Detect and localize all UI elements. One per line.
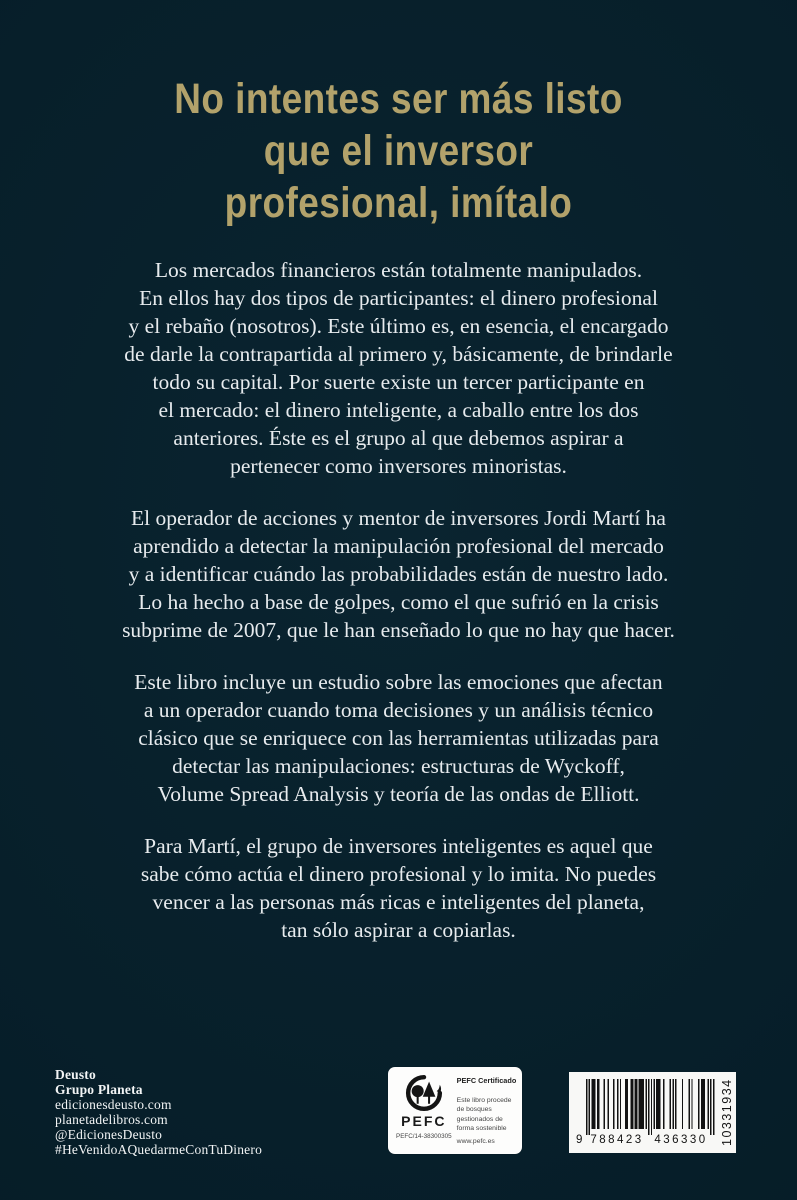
publisher-line: @EdicionesDeusto bbox=[55, 1126, 163, 1142]
pefc-wordmark: PEFC bbox=[401, 1113, 447, 1129]
paragraph-line: clásico que se enriquece con las herramientas utilizadas para bbox=[138, 726, 659, 750]
paragraph-line: Los mercados financieros están totalmente manipulados. bbox=[154, 258, 643, 282]
headline-line: profesional, imítalo bbox=[224, 179, 573, 227]
paragraph-line: sabe cómo actúa el dinero profesional y lo imita. No puedes bbox=[140, 862, 657, 886]
paragraph-line: detectar las manipulaciones: estructuras de Wyckoff, bbox=[172, 754, 625, 778]
paragraph-line: subprime de 2007, que le han enseñado lo que no hay que hacer. bbox=[122, 618, 675, 642]
paragraph-line: tan sólo aspirar a copiarlas. bbox=[281, 918, 516, 942]
paragraph-line: todo su capital. Por suerte existe un tercer participante en bbox=[152, 370, 645, 394]
paragraph-line: Lo ha hecho a base de golpes, como el que sufrió en la crisis bbox=[138, 590, 659, 614]
paragraph bbox=[0, 668, 797, 808]
paragraph-line: En ellos hay dos tipos de participantes: el dinero profesional bbox=[139, 286, 658, 310]
paragraph-line: Para Martí, el grupo de inversores inteligentes es aquel que bbox=[144, 834, 653, 858]
paragraph bbox=[0, 832, 797, 944]
ean-left-digits: 788423 bbox=[590, 1134, 644, 1146]
paragraph bbox=[0, 256, 797, 480]
publisher-line: Grupo Planeta bbox=[55, 1081, 143, 1097]
pefc-right-column bbox=[452, 1074, 517, 1148]
pefc-title: PEFC Certificado bbox=[456, 1076, 517, 1085]
publisher-line: planetadelibros.com bbox=[55, 1111, 168, 1127]
ean-barcode bbox=[574, 1077, 716, 1149]
publisher-line: edicionesdeusto.com bbox=[55, 1096, 172, 1112]
paragraph-line: y a identificar cuándo las probabilidades están de nuestro lado. bbox=[128, 562, 669, 586]
ean-prefix-digit: 9 bbox=[576, 1134, 583, 1146]
pefc-url: www.pefc.es bbox=[456, 1138, 495, 1145]
barcode-side-number: 10331934 bbox=[720, 1078, 734, 1147]
paragraph-line: a un operador cuando toma decisiones y un análisis técnico bbox=[143, 698, 654, 722]
pefc-certification-label bbox=[388, 1067, 522, 1154]
pefc-left-column bbox=[396, 1074, 452, 1148]
paragraph-line: Volume Spread Analysis y teoría de las ondas de Elliott. bbox=[157, 782, 640, 806]
paragraph-line: y el rebaño (nosotros). Este último es, en esencia, el encargado bbox=[128, 314, 669, 338]
pefc-cert-number: PEFC/14-38300305 bbox=[396, 1133, 452, 1140]
paragraph-line: el mercado: el dinero inteligente, a caballo entre los dos bbox=[158, 398, 639, 422]
paragraph-line: anteriores. Éste es el grupo al que debemos aspirar a bbox=[173, 426, 624, 450]
headline bbox=[0, 0, 797, 229]
paragraph-line: Este libro incluye un estudio sobre las emociones que afectan bbox=[134, 670, 663, 694]
paragraph bbox=[0, 504, 797, 644]
ean-right-digits: 436330 bbox=[654, 1134, 708, 1146]
paragraph-line: vencer a las personas más ricas e inteligentes del planeta, bbox=[152, 890, 645, 914]
headline-line: No intentes ser más listo bbox=[174, 75, 623, 123]
publisher-line: Deusto bbox=[55, 1067, 96, 1082]
barcode-label bbox=[569, 1072, 736, 1153]
publisher-block bbox=[55, 1068, 262, 1157]
headline-line: que el inversor bbox=[263, 127, 534, 175]
pefc-trees-icon bbox=[405, 1074, 443, 1112]
publisher-line: #HeVenidoAQuedarmeConTuDinero bbox=[55, 1141, 263, 1157]
paragraph-line: de darle la contrapartida al primero y, básicamente, de brindarle bbox=[124, 342, 673, 366]
pefc-description: Este libro procede de bosques gestionados de forma sostenible bbox=[456, 1097, 512, 1133]
paragraph-line: El operador de acciones y mentor de inversores Jordi Martí ha bbox=[131, 506, 666, 530]
paragraph-line: aprendido a detectar la manipulación profesional del mercado bbox=[133, 534, 664, 558]
paragraph-line: pertenecer como inversores minoristas. bbox=[230, 454, 567, 478]
back-cover-copy bbox=[0, 256, 797, 944]
